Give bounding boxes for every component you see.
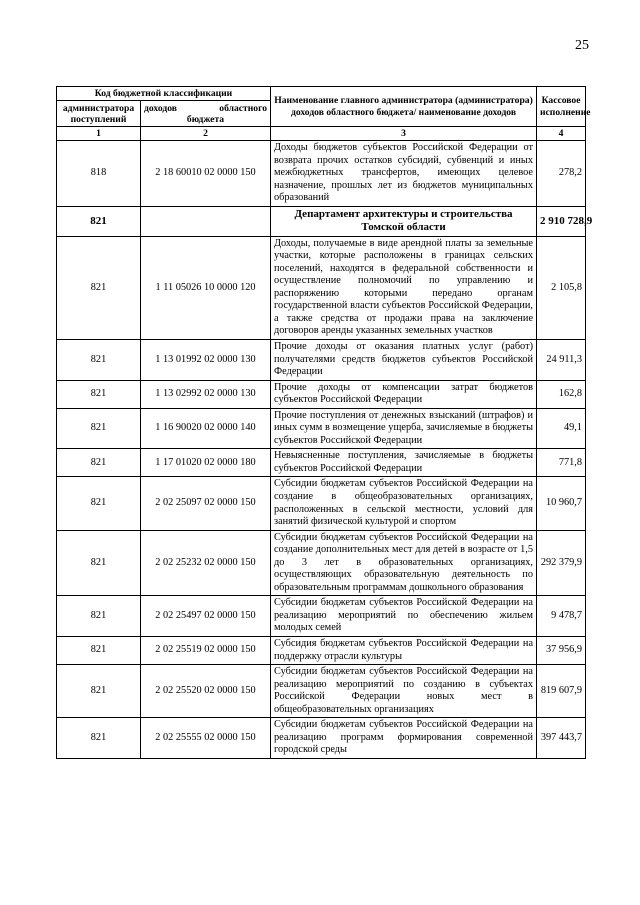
income-name-cell: Субсидии бюджетам субъектов Российской Федерации на создание дополнительных мест для детей в возрасте от 1,5 до 3 лет в образовательных организациях, осуществляющих образовательную деятельность по образовательным программам дошкольного образования	[271, 530, 537, 596]
income-name-cell: Субсидия бюджетам субъектов Российской Федерации на поддержку отрасли культуры	[271, 637, 537, 665]
table-row	[57, 449, 586, 477]
amount-cell: 37 956,9	[537, 637, 586, 665]
income-name-cell: Субсидии бюджетам субъектов Российской Федерации на реализацию мероприятий по созданию в субъектах Российской Федерации новых мест в общеобразовательных организациях	[271, 665, 537, 718]
income-code-cell	[141, 206, 271, 236]
income-name-cell: Департамент архитектуры и строительства Томской области	[271, 206, 537, 236]
amount-cell: 2 910 728,9	[537, 206, 586, 236]
column-number-4: 4	[537, 127, 586, 141]
admin-code-cell: 821	[57, 665, 141, 718]
table-body	[57, 141, 593, 759]
table-row	[57, 236, 586, 339]
income-header-part-b: областного	[219, 102, 268, 114]
income-name-cell: Субсидии бюджетам субъектов Российской Федерации на реализацию программ формирования современной городской среды	[271, 718, 537, 759]
income-code-cell: 2 02 25497 02 0000 150	[141, 596, 271, 637]
table-row	[57, 408, 586, 449]
table-row	[57, 665, 586, 718]
admin-code-cell: 821	[57, 449, 141, 477]
admin-column-header: администратора поступлений	[57, 101, 141, 127]
budget-table	[56, 86, 593, 759]
admin-code-cell: 821	[57, 477, 141, 530]
admin-code-cell: 821	[57, 596, 141, 637]
admin-code-cell: 821	[57, 206, 141, 236]
income-name-cell: Прочие поступления от денежных взысканий (штрафов) и иных сумм в возмещение ущерба, зачисляемые в бюджеты субъектов Российской Федерации	[271, 408, 537, 449]
table-row	[57, 339, 586, 380]
table-row	[57, 530, 586, 596]
income-name-cell: Субсидии бюджетам субъектов Российской Федерации на создание в общеобразовательных организациях, расположенных в сельской местности, условий для занятий физической культурой и спортом	[271, 477, 537, 530]
income-code-cell: 2 02 25097 02 0000 150	[141, 477, 271, 530]
income-name-cell: Доходы бюджетов субъектов Российской Федерации от возврата прочих остатков субсидий, субвенций и иных межбюджетных трансфертов, имеющих целевое назначение, прошлых лет из бюджетов муниципальных образований	[271, 141, 537, 207]
amount-cell: 278,2	[537, 141, 586, 207]
income-column-header	[141, 101, 271, 127]
income-name-cell: Прочие доходы от компенсации затрат бюджетов субъектов Российской Федерации	[271, 380, 537, 408]
income-name-cell: Прочие доходы от оказания платных услуг (работ) получателями средств бюджетов субъектов Российской Федерации	[271, 339, 537, 380]
name-column-header: Наименование главного администратора (администратора) доходов областного бюджета/ наименование доходов	[271, 87, 537, 127]
income-code-cell: 2 02 25519 02 0000 150	[141, 637, 271, 665]
income-code-cell: 1 16 90020 02 0000 140	[141, 408, 271, 449]
code-group-header: Код бюджетной классификации	[57, 87, 271, 101]
income-name-cell: Субсидии бюджетам субъектов Российской Федерации на реализацию мероприятий по обеспечению жильем молодых семей	[271, 596, 537, 637]
admin-code-cell: 821	[57, 637, 141, 665]
income-code-cell: 2 02 25520 02 0000 150	[141, 665, 271, 718]
amount-cell: 49,1	[537, 408, 586, 449]
income-name-cell: Невыясненные поступления, зачисляемые в бюджеты субъектов Российской Федерации	[271, 449, 537, 477]
admin-code-cell: 818	[57, 141, 141, 207]
column-number-3: 3	[271, 127, 537, 141]
admin-code-cell: 821	[57, 380, 141, 408]
table-row	[57, 637, 586, 665]
admin-code-cell: 821	[57, 408, 141, 449]
amount-cell: 819 607,9	[537, 665, 586, 718]
amount-cell: 771,8	[537, 449, 586, 477]
admin-code-cell: 821	[57, 236, 141, 339]
amount-cell: 2 105,8	[537, 236, 586, 339]
income-code-cell: 2 02 25555 02 0000 150	[141, 718, 271, 759]
amount-cell: 10 960,7	[537, 477, 586, 530]
amount-cell: 162,8	[537, 380, 586, 408]
income-code-cell: 2 18 60010 02 0000 150	[141, 141, 271, 207]
income-code-cell: 2 02 25232 02 0000 150	[141, 530, 271, 596]
amount-cell: 292 379,9	[537, 530, 586, 596]
amount-cell: 9 478,7	[537, 596, 586, 637]
table-row	[57, 477, 586, 530]
table-row	[57, 141, 586, 207]
amount-cell: 24 911,3	[537, 339, 586, 380]
income-code-cell: 1 17 01020 02 0000 180	[141, 449, 271, 477]
admin-code-cell: 821	[57, 530, 141, 596]
column-number-1: 1	[57, 127, 141, 141]
income-header-part-c: бюджета	[186, 113, 225, 125]
page-number: 25	[575, 38, 589, 53]
income-code-cell: 1 13 02992 02 0000 130	[141, 380, 271, 408]
admin-code-cell: 821	[57, 718, 141, 759]
table-row	[57, 380, 586, 408]
income-name-cell: Доходы, получаемые в виде арендной платы за земельные участки, которые расположены в границах сельских поселений, находятся в федеральной собственности и осуществление полномочий по управлению и распоряжению которыми передано органам государственной власти субъектов Российской Федерации, а также средства от продажи права на заключение договоров аренды указанных земельных участков	[271, 236, 537, 339]
amount-cell: 397 443,7	[537, 718, 586, 759]
amount-column-header: Кассовое исполнение	[537, 87, 586, 127]
column-number-2: 2	[141, 127, 271, 141]
income-code-cell: 1 13 01992 02 0000 130	[141, 339, 271, 380]
admin-code-cell: 821	[57, 339, 141, 380]
table-row	[57, 718, 586, 759]
department-row	[57, 206, 586, 236]
income-header-part-a: доходов	[144, 102, 177, 114]
table-header	[57, 87, 591, 141]
income-code-cell: 1 11 05026 10 0000 120	[141, 236, 271, 339]
table-row	[57, 596, 586, 637]
